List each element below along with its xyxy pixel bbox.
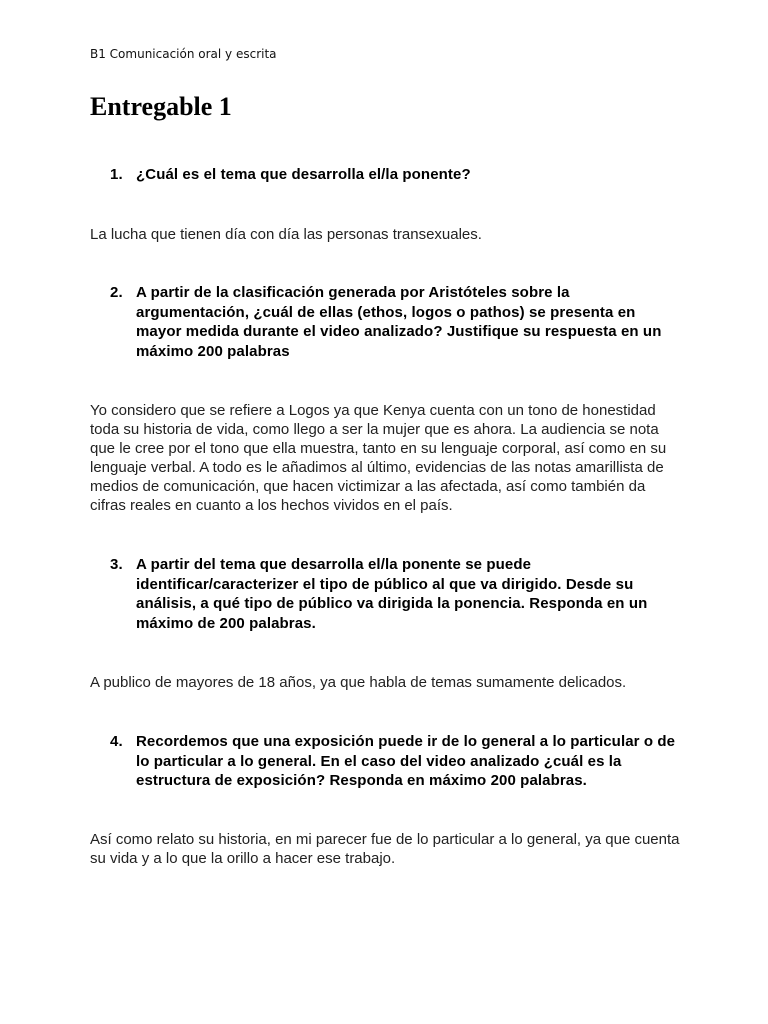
question-2-number: 2. [110, 284, 123, 301]
question-3 [110, 555, 680, 633]
question-1-number: 1. [110, 166, 123, 183]
question-2 [110, 283, 680, 361]
answer-2: Yo considero que se refiere a Logos ya que Kenya cuenta con un tono de honestidad toda su historia de vida, como llego a ser la mujer que es ahora. La audiencia se nota que le cree por el tono que ella muestra, tanto en su lenguaje corporal, así como en su lenguaje verbal. A todo es le añadimos al último, evidencias de las notas amarillista de medios de comunicación, que hacen victimizar a las afectada, así como también da cifras reales en cuanto a los hechos vividos en el país. [90, 402, 667, 514]
question-4 [110, 732, 680, 791]
answer-3: A publico de mayores de 18 años, ya que habla de temas sumamente delicados. [90, 674, 627, 691]
question-4-text: Recordemos que una exposición puede ir de lo general a lo particular o de lo particular a lo general. En el caso del video analizado ¿cuál es la estructura de exposición? Responda en máximo 200 palabras. [136, 733, 676, 789]
answer-4: Así como relato su historia, en mi parecer fue de lo particular a lo general, ya que cuenta su vida y a lo que la orillo a hacer ese trabajo. [90, 831, 680, 867]
document-title: Entregable 1 [90, 92, 232, 121]
question-3-number: 3. [110, 556, 123, 573]
question-3-text: A partir del tema que desarrolla el/la ponente se puede identificar/caracterizer el tipo de público al que va dirigido. Desde su análisis, a qué tipo de público va dirigida la ponencia. Responda en un máximo de 200 palabras. [136, 556, 648, 632]
question-1-text: ¿Cuál es el tema que desarrolla el/la ponente? [136, 166, 471, 183]
question-4-number: 4. [110, 733, 123, 750]
question-2-text: A partir de la clasificación generada por Aristóteles sobre la argumentación, ¿cuál de ellas (ethos, logos o pathos) se presenta en mayor medida durante el video analizado? Justifique su respuesta en un máximo 200 palabras [136, 284, 662, 360]
answer-1: La lucha que tienen día con día las personas transexuales. [90, 226, 482, 243]
course-header: B1 Comunicación oral y escrita [90, 47, 277, 61]
question-1 [110, 165, 680, 185]
